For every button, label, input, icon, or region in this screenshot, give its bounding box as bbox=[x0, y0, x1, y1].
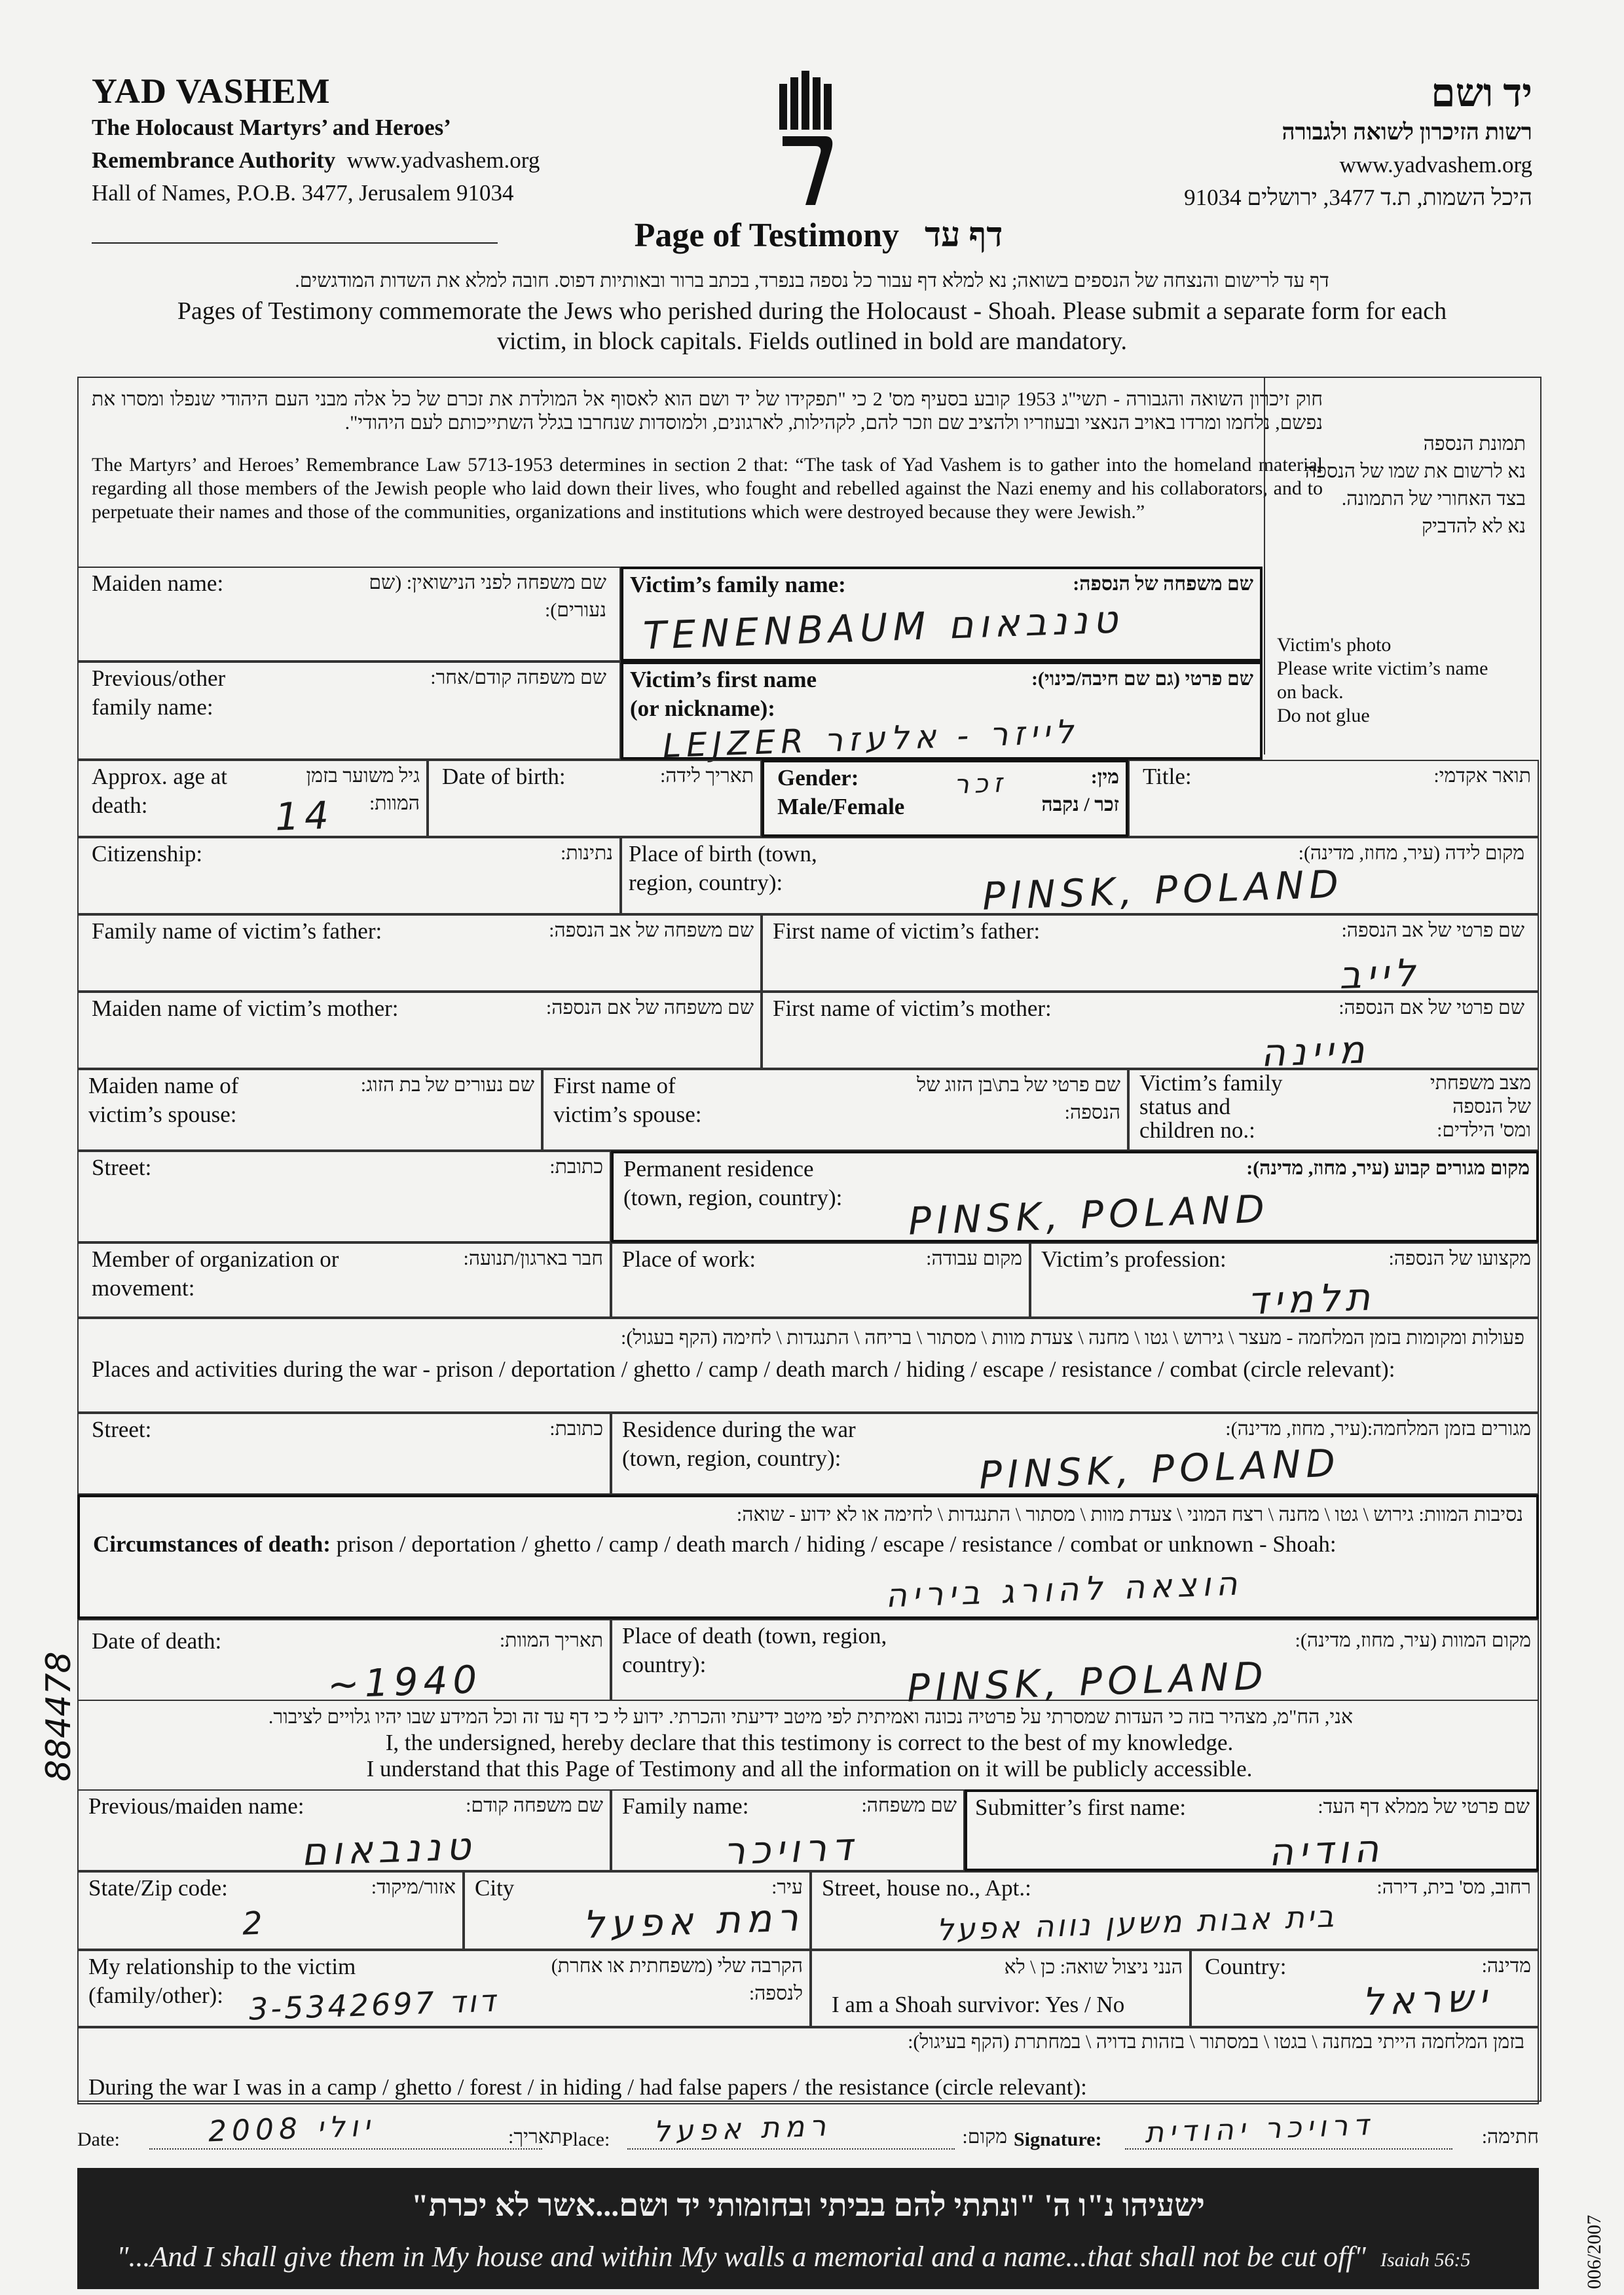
field-first-name[interactable] bbox=[621, 662, 1263, 766]
address-en: Hall of Names, P.O.B. 3477, Jerusalem 91034 bbox=[92, 180, 514, 206]
prev-en-1: Previous/other bbox=[92, 665, 226, 691]
war-act-en: Places and activities during the war - prison / deportation / ghetto / camp / death march / hiding / escape / resistance / combat (circle relevant): bbox=[92, 1356, 1395, 1382]
zip-label-he: אזור/מיקוד: bbox=[371, 1876, 456, 1898]
work-label-en: Place of work: bbox=[622, 1246, 756, 1272]
declare-en-2: I understand that this Page of Testimony and all the information on it will be publicly accessible. bbox=[366, 1756, 1253, 1782]
country-value: ישראל bbox=[1361, 1975, 1493, 2024]
field-country[interactable] bbox=[1190, 1950, 1539, 2027]
field-family-name[interactable] bbox=[621, 567, 1263, 662]
circ-en-rest: prison / deportation / ghetto / camp / death march / hiding / escape / resistance / combat or unknown - Shoah: bbox=[330, 1531, 1337, 1557]
mother-maiden-label-he: שם משפחה של אם הנספה: bbox=[545, 997, 754, 1018]
father-fam-label-he: שם משפחה של אב הנספה: bbox=[549, 920, 754, 941]
quote-banner bbox=[77, 2168, 1539, 2289]
gender-en-2: Male/Female bbox=[777, 794, 905, 819]
banner-ref: Isaiah 56:5 bbox=[1380, 2249, 1471, 2271]
war-res-en-2: (town, region, country): bbox=[622, 1446, 841, 1471]
relation-en-2: (family/other): bbox=[88, 1983, 224, 2008]
age-label-en bbox=[92, 762, 227, 820]
war-res-label-he: מגורים בזמן המלחמה:(עיר, מחוז, מדינה): bbox=[1225, 1418, 1531, 1440]
sub-fam-label-en: Family name: bbox=[622, 1793, 749, 1819]
sub-prev-value: טננבאום bbox=[300, 1823, 477, 1875]
field-permanent-residence[interactable] bbox=[611, 1151, 1539, 1242]
age-en-1: Approx. age at bbox=[92, 764, 228, 789]
pob-en-2: region, country): bbox=[629, 870, 783, 895]
pod-label-en bbox=[622, 1622, 887, 1679]
field-maiden-name[interactable] bbox=[77, 567, 621, 662]
street3-value: בית אבות משען נווה אפעל bbox=[936, 1898, 1337, 1948]
father-first-label-he: שם פרטי של אב הנספה: bbox=[1341, 920, 1524, 941]
father-fam-label-en: Family name of victim’s father: bbox=[92, 918, 382, 944]
status-en-1: Victim’s family bbox=[1139, 1070, 1283, 1096]
sub-prev-label-he: שם משפחה קודם: bbox=[466, 1795, 603, 1816]
field-title[interactable] bbox=[1128, 760, 1539, 837]
during-en: During the war I was in a camp / ghetto / forest / in hiding / had false papers / the resistance (circle relevant): bbox=[88, 2074, 1087, 2100]
photo-he-4: נא לא להדביק bbox=[1422, 515, 1526, 537]
place-value: רמת אפעל bbox=[653, 2109, 832, 2149]
page-title-en: Page of Testimony bbox=[634, 217, 900, 254]
war-act-he: פעולות ומקומות בזמן המלחמה - מעצר \ גירוש \ גטו \ מחנה \ צעדת מוות \ מסתור \ בריחה \ התנגדות \ לחימה (הקף בעגול): bbox=[621, 1327, 1524, 1349]
subtitle-en-1: The Holocaust Martyrs’ and Heroes’ bbox=[92, 115, 451, 140]
spouse-first-he-1: שם פרטי של בת\בן הזוג של bbox=[917, 1074, 1120, 1096]
field-gender[interactable] bbox=[762, 760, 1128, 837]
father-first-value: לייב bbox=[1338, 950, 1422, 998]
photo-he-2: נא לרשום את שמו של הנספה bbox=[1305, 460, 1526, 482]
subtitle-en-2: Remembrance Authority bbox=[92, 147, 336, 173]
url-en: www.yadvashem.org bbox=[346, 147, 540, 173]
photo-en-3: on back. bbox=[1277, 681, 1344, 703]
subtitle-he: רשות הזיכרון לשואה ולגבורה bbox=[1282, 119, 1532, 145]
field-father-first[interactable] bbox=[762, 914, 1539, 998]
field-family-status[interactable] bbox=[1128, 1069, 1539, 1151]
declare-he: אני, הח"מ, מצהיר בזה כי העדות שמסרתי על פרטיה נכונה ואמיתית לפי מיטב ידיעתי והכרתי. ידוע לי כי דף עד זה וכל המידע שבו יהיו גלויים לציבור. bbox=[268, 1706, 1354, 1728]
perm-en-2: (town, region, country): bbox=[623, 1185, 843, 1210]
field-war-residence[interactable] bbox=[611, 1413, 1539, 1498]
spouse-first-label-he bbox=[806, 1072, 1120, 1127]
spouse-maiden-label-en bbox=[88, 1072, 238, 1129]
field-profession[interactable] bbox=[1030, 1242, 1539, 1324]
city-label-en: City bbox=[475, 1875, 515, 1901]
circ-he: נסיבות המוות: גירוש \ גטו \ מחנה \ רצח המוני \ צעדת מוות \ מסתור \ התנגדות \ לחימה או לא ידוע - שואה: bbox=[736, 1504, 1523, 1525]
field-zip[interactable] bbox=[77, 1871, 464, 1950]
dob-label-en: Date of birth: bbox=[442, 764, 566, 789]
status-en-3: children no.: bbox=[1139, 1117, 1255, 1143]
date-label-he: תאריך: bbox=[508, 2126, 562, 2148]
spouse-first-en-1: First name of bbox=[553, 1073, 676, 1098]
pob-label-he: מקום לידה (עיר, מחוז, מדינה): bbox=[1298, 842, 1524, 864]
sub-first-label-en: Submitter’s first name: bbox=[975, 1795, 1187, 1820]
survivor-en: I am a Shoah survivor: Yes / No bbox=[832, 1992, 1125, 2017]
survivor-he: הנני ניצול שואה: כן \ לא bbox=[1004, 1956, 1183, 1978]
org-name-en: YAD VASHEM bbox=[92, 71, 331, 111]
field-mother-first[interactable] bbox=[762, 992, 1539, 1075]
first-label-he: שם פרטי (גם שם חיבה/כינוי): bbox=[1031, 668, 1253, 690]
url-he: www.yadvashem.org bbox=[1339, 152, 1532, 177]
photo-en bbox=[1277, 633, 1532, 728]
field-age[interactable] bbox=[77, 760, 428, 840]
page-title bbox=[589, 216, 1048, 255]
banner-english-text: "...And I shall give them in My house and within My walls a memorial and a name...that shall not be cut off" bbox=[117, 2241, 1366, 2273]
prev-label-he: שם משפחה קודם/אחר: bbox=[430, 667, 606, 688]
field-member-org[interactable] bbox=[77, 1242, 611, 1318]
field-street-2[interactable] bbox=[77, 1413, 611, 1495]
intro-english bbox=[98, 296, 1526, 356]
header-left bbox=[92, 71, 681, 210]
banner-hebrew: ישעיהו נ"ו ה' "ונתתי להם בביתי ובחומותי יד ושם...אשר לא יכרת" bbox=[411, 2188, 1205, 2223]
sub-fam-value: דרויכר bbox=[722, 1824, 858, 1874]
city-label-he: עיר: bbox=[771, 1876, 803, 1898]
signature-row bbox=[77, 2109, 1539, 2161]
circ-en bbox=[93, 1530, 1337, 1559]
family-status-label-en bbox=[1139, 1072, 1283, 1142]
country-label-en: Country: bbox=[1205, 1954, 1287, 1979]
field-spouse-maiden[interactable] bbox=[77, 1069, 542, 1151]
field-submitter-family[interactable] bbox=[611, 1789, 965, 1874]
age-he-1: גיל משוער בזמן bbox=[306, 765, 420, 787]
sub-first-value: הודיה bbox=[1267, 1825, 1385, 1875]
law-hebrew: חוק זיכרון השואה והגבורה - תשי"ג 1953 קובע בסעיף מס' 2 כי "תפקידו של יד ושם הוא לאסוף אל המולדת את זכרם של כל אלה מבני העם היהודי שנפלו ומסרו את נפשם, נלחמו ומרדו באויב הנאצי ובעוזריו ולהציב שם וזכר להם, לקהילות, לארגונים, ולמוסדות שנחרבו בגלל השתייכותם לעם היהודי". bbox=[92, 388, 1323, 434]
pod-value: PINSK, POLAND bbox=[906, 1653, 1269, 1711]
field-survivor[interactable] bbox=[811, 1950, 1190, 2027]
gender-label-he bbox=[1008, 764, 1119, 819]
photo-he bbox=[1277, 430, 1526, 540]
photo-en-4: Do not glue bbox=[1277, 705, 1370, 726]
spouse-first-en-2: victim’s spouse: bbox=[553, 1102, 702, 1127]
maiden-label-he: שם משפחה לפני הנישואין: (שם נעורים): bbox=[369, 572, 606, 621]
spouse-first-he-2: הנספה: bbox=[1064, 1102, 1120, 1123]
photo-en-1: Victim's photo bbox=[1277, 634, 1392, 656]
spouse-maiden-en-2: victim’s spouse: bbox=[88, 1102, 237, 1127]
gender-he-1: מין: bbox=[1090, 766, 1119, 788]
gender-value: זכר bbox=[953, 768, 1008, 800]
place-label-he: מקום: bbox=[962, 2126, 1007, 2148]
dod-label-en: Date of death: bbox=[92, 1628, 222, 1654]
field-place-of-birth[interactable] bbox=[621, 837, 1539, 919]
field-previous-family[interactable] bbox=[77, 662, 621, 760]
declare-en bbox=[79, 1730, 1540, 1782]
signature-line bbox=[1125, 2148, 1452, 2150]
work-label-he: מקום עבודה: bbox=[926, 1248, 1022, 1269]
first-name-value: LEJZER לייזר - אלעזר bbox=[662, 712, 1080, 766]
yad-vashem-logo bbox=[776, 71, 841, 208]
mother-first-label-he: שם פרטי של אם הנספה: bbox=[1338, 997, 1524, 1018]
spouse-maiden-en-1: Maiden name of bbox=[88, 1073, 239, 1098]
declaration bbox=[77, 1701, 1539, 1789]
prev-en-2: family name: bbox=[92, 694, 213, 720]
field-street-1[interactable] bbox=[77, 1151, 611, 1242]
law-english: The Martyrs’ and Heroes’ Remembrance Law 5713-1953 determines in section 2 that: “The task of Yad Vashem is to gather into the homeland material regarding all those members of the Jewish people who laid down their lives, who fought and rebelled against the Nazi enemy and his collaborators, and to perpetuate their names and those of the communities, organizations and institutions which were destroyed because they were Jewish.” bbox=[92, 454, 1323, 523]
dod-value: ~1940 bbox=[326, 1656, 483, 1707]
place-label-en: Place: bbox=[562, 2129, 610, 2150]
field-war-activities[interactable] bbox=[77, 1318, 1539, 1413]
prof-label-en: Victim’s profession: bbox=[1041, 1246, 1227, 1272]
perm-label-he: מקום מגורים קבוע (עיר, מחוז, מדינה): bbox=[1246, 1157, 1530, 1179]
pod-en-1: Place of death (town, region, bbox=[622, 1623, 887, 1649]
member-label-he: חבר בארגון/תנועה: bbox=[463, 1248, 603, 1269]
war-res-label-en bbox=[622, 1415, 856, 1473]
relation-label-he: הקרבה שלי (משפחתית או אחרת) לנספה: bbox=[551, 1955, 803, 2004]
member-label-en bbox=[92, 1245, 339, 1303]
field-place-of-death[interactable] bbox=[611, 1619, 1539, 1711]
family-name-value: TENENBAUM טננבאום bbox=[642, 597, 1124, 658]
mother-first-label-en: First name of victim’s mother: bbox=[773, 996, 1052, 1021]
spouse-first-label-en bbox=[553, 1072, 702, 1129]
age-en-2: death: bbox=[92, 793, 148, 818]
status-en-2: status and bbox=[1139, 1094, 1231, 1119]
date-label-en: Date: bbox=[77, 2129, 120, 2150]
street3-label-he: רחוב, מס' בית, דירה: bbox=[1376, 1876, 1531, 1898]
pob-label-en bbox=[629, 840, 817, 897]
member-en-2: movement: bbox=[92, 1275, 195, 1301]
photo-en-2: Please write victim’s name bbox=[1277, 658, 1488, 679]
member-en-1: Member of organization or bbox=[92, 1246, 339, 1272]
pob-en-1: Place of birth (town, bbox=[629, 841, 817, 867]
banner-english bbox=[117, 2240, 1518, 2273]
field-citizenship[interactable] bbox=[77, 837, 621, 914]
gender-label-en bbox=[777, 764, 904, 821]
field-mother-maiden[interactable] bbox=[77, 992, 762, 1069]
city-value: רמת אפעל bbox=[581, 1895, 805, 1947]
title-divider bbox=[92, 242, 498, 244]
intro-en-line2: victim, in block capitals. Fields outlined in bold are mandatory. bbox=[496, 327, 1128, 355]
sub-fam-label-he: שם משפחה: bbox=[861, 1795, 957, 1816]
pod-en-2: country): bbox=[622, 1652, 707, 1677]
circ-value: הוצאה להורג ביריה bbox=[885, 1564, 1244, 1615]
maiden-label-en: Maiden name: bbox=[92, 570, 224, 596]
mother-first-value: מיינה bbox=[1259, 1027, 1371, 1075]
status-he-2: של הנספה bbox=[1452, 1096, 1531, 1117]
citizen-label-he: נתינות: bbox=[561, 842, 613, 864]
during-he: בזמן המלחמה הייתי במחנה \ בגטו \ במסתור \ בזהות בדויה \ במחתרת (הקף בעיגול): bbox=[908, 2031, 1524, 2053]
gender-en-1: Gender: bbox=[777, 765, 859, 791]
declare-en-1: I, the undersigned, hereby declare that this testimony is correct to the best of my knowledge. bbox=[385, 1730, 1234, 1755]
relation-en-1: My relationship to the victim bbox=[88, 1954, 356, 1979]
dod-label-he: תאריך המוות: bbox=[499, 1630, 603, 1651]
street1-label-en: Street: bbox=[92, 1155, 152, 1180]
war-res-value: PINSK, POLAND bbox=[978, 1440, 1341, 1498]
family-status-label-he bbox=[1400, 1072, 1531, 1142]
street2-label-en: Street: bbox=[92, 1417, 152, 1442]
field-street-3[interactable] bbox=[811, 1871, 1539, 1950]
field-during-war[interactable] bbox=[77, 2027, 1539, 2104]
photo-he-1: תמונת הנספה bbox=[1423, 433, 1526, 455]
place-line bbox=[627, 2148, 955, 2150]
country-label-he: מדינה: bbox=[1481, 1955, 1531, 1977]
pob-value: PINSK, POLAND bbox=[981, 861, 1344, 919]
header-right bbox=[943, 71, 1532, 214]
prof-value: תלמיד bbox=[1246, 1274, 1376, 1324]
perm-en-1: Permanent residence bbox=[623, 1156, 814, 1182]
title-label-he: תואר אקדמי: bbox=[1433, 765, 1531, 787]
field-date-of-death[interactable] bbox=[77, 1619, 611, 1707]
first-label-en bbox=[630, 665, 817, 723]
street3-label-en: Street, house no., Apt.: bbox=[822, 1875, 1031, 1901]
side-number: 884478 bbox=[39, 1651, 79, 1782]
first-en-1: Victim’s first name bbox=[630, 667, 817, 692]
prev-label-en bbox=[92, 664, 225, 722]
field-relationship[interactable] bbox=[77, 1950, 811, 2027]
zip-label-en: State/Zip code: bbox=[88, 1875, 228, 1901]
dob-label-he: תאריך לידה: bbox=[659, 765, 754, 787]
signature-label-en: Signature: bbox=[1014, 2129, 1102, 2150]
age-value: 14 bbox=[274, 793, 335, 840]
age-he-2: המוות: bbox=[369, 793, 420, 814]
prof-label-he: מקצועו של הנספה: bbox=[1388, 1248, 1531, 1269]
citizen-label-en: Citizenship: bbox=[92, 841, 203, 867]
subtitle-en-2-row bbox=[92, 144, 681, 177]
circ-en-bold: Circumstances of death: bbox=[93, 1531, 331, 1557]
signature-label-he: חתימה: bbox=[1481, 2126, 1539, 2148]
field-submitter-prev[interactable] bbox=[77, 1789, 611, 1875]
perm-value: PINSK, POLAND bbox=[907, 1186, 1270, 1244]
gender-he-2: זכר / נקבה bbox=[1041, 794, 1119, 815]
page-title-he: דף עד bbox=[925, 217, 1003, 254]
street1-label-he: כתובת: bbox=[549, 1156, 603, 1178]
side-code: 006/2007 bbox=[1583, 2214, 1605, 2289]
mother-maiden-label-en: Maiden name of victim’s mother: bbox=[92, 996, 399, 1021]
status-he-3: ומס' הילדים: bbox=[1437, 1119, 1531, 1141]
first-en-2: (or nickname): bbox=[630, 696, 775, 721]
spouse-maiden-label-he: שם נעורים של בת הזוג: bbox=[360, 1074, 534, 1096]
family-label-he: שם משפחה של הנספה: bbox=[1073, 573, 1253, 595]
sub-prev-label-en: Previous/maiden name: bbox=[88, 1793, 304, 1819]
street2-label-he: כתובת: bbox=[549, 1418, 603, 1440]
field-circumstances[interactable] bbox=[77, 1495, 1539, 1619]
perm-label-en bbox=[623, 1155, 842, 1212]
signature-value: דרויכר יהודית bbox=[1144, 2108, 1375, 2150]
field-dob[interactable] bbox=[428, 760, 762, 837]
status-he-1: מצב משפחתי bbox=[1430, 1072, 1531, 1094]
field-spouse-first[interactable] bbox=[542, 1069, 1128, 1151]
father-first-label-en: First name of victim’s father: bbox=[773, 918, 1041, 944]
title-label-en: Title: bbox=[1143, 764, 1192, 789]
field-city[interactable] bbox=[464, 1871, 811, 1950]
intro-en-line1: Pages of Testimony commemorate the Jews who perished during the Holocaust - Shoah. Please submit a separate form for each bbox=[177, 297, 1447, 325]
relation-value: 3-5342697 דוד bbox=[248, 1983, 498, 2027]
war-res-en-1: Residence during the war bbox=[622, 1417, 856, 1442]
org-name-he: יד ושם bbox=[1431, 71, 1532, 115]
photo-divider bbox=[1264, 378, 1265, 755]
field-submitter-first[interactable] bbox=[965, 1789, 1539, 1875]
pod-label-he: מקום המוות (עיר, מחוז, מדינה): bbox=[1295, 1630, 1531, 1651]
intro-hebrew: דף עד לרישום והנצחה של הנספים בשואה; נא למלא דף עבור כל נספה בנפרד, בכתב ברור ובאותיות דפוס. חובה למלא את השדות המודגשים. bbox=[295, 270, 1329, 291]
field-father-family[interactable] bbox=[77, 914, 762, 992]
date-value: 2008 יולי bbox=[208, 2109, 376, 2149]
field-place-of-work[interactable] bbox=[611, 1242, 1030, 1318]
zip-value: 2 bbox=[242, 1905, 268, 1943]
family-label-en: Victim’s family name: bbox=[630, 572, 846, 597]
sub-first-label-he: שם פרטי של ממלא דף העד: bbox=[1318, 1796, 1530, 1818]
address-he: היכל השמות, ת.ד 3477, ירושלים 91034 bbox=[1184, 185, 1532, 210]
photo-he-3: בצד האחורי של התמונה. bbox=[1341, 488, 1526, 510]
